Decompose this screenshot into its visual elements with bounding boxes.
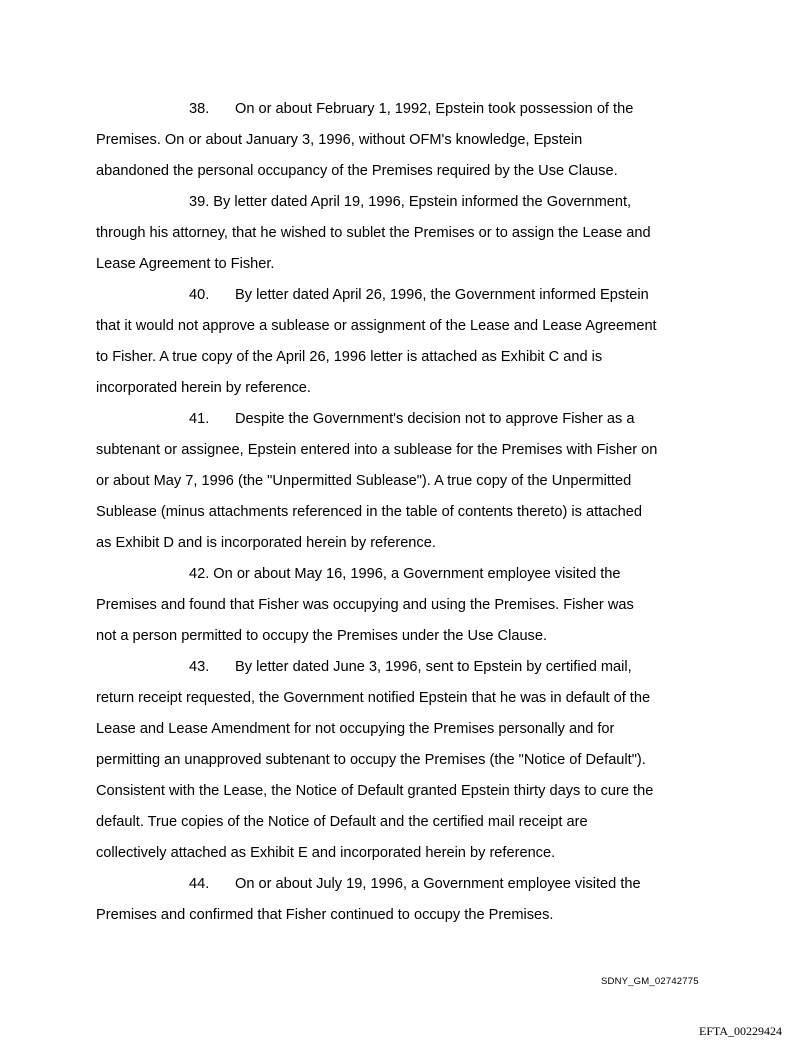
document-body	[96, 94, 696, 931]
paragraph-line: Consistent with the Lease, the Notice of Default granted Epstein thirty days to cure the	[96, 783, 654, 799]
paragraph-first-line: 40. By letter dated April 26, 1996, the Government informed Epstein	[96, 280, 696, 311]
paragraph-38	[96, 94, 696, 187]
paragraph-line: Lease and Lease Amendment for not occupying the Premises personally and for	[96, 721, 615, 737]
paragraph-line: Premises and found that Fisher was occupying and using the Premises. Fisher was	[96, 597, 634, 613]
paragraph-first-line: 43. By letter dated June 3, 1996, sent to Epstein by certified mail,	[96, 652, 696, 683]
paragraph-first-line: 38. On or about February 1, 1992, Epstein took possession of the	[96, 94, 696, 125]
paragraph-first-line: 41. Despite the Government's decision not to approve Fisher as a	[96, 404, 696, 435]
paragraph-first-line: 42. On or about May 16, 1996, a Government employee visited the	[96, 559, 696, 590]
paragraph-line: or about May 7, 1996 (the "Unpermitted Sublease"). A true copy of the Unpermitted	[96, 473, 632, 489]
paragraph-line: through his attorney, that he wished to sublet the Premises or to assign the Lease and	[96, 225, 651, 241]
paragraph-43	[96, 652, 696, 869]
paragraph-line: Premises. On or about January 3, 1996, without OFM's knowledge, Epstein	[96, 132, 583, 148]
paragraph-number: 43.	[189, 659, 210, 675]
paragraph-number: 44.	[189, 876, 210, 892]
paragraph-number: 41.	[189, 411, 210, 427]
paragraph-line: to Fisher. A true copy of the April 26, 1996 letter is attached as Exhibit C and is	[96, 349, 603, 365]
paragraph-first-line: 44. On or about July 19, 1996, a Government employee visited the	[96, 869, 696, 900]
paragraph-number: 42.	[189, 566, 210, 582]
paragraph-line: Lease Agreement to Fisher.	[96, 256, 275, 272]
paragraph-first-line: 39. By letter dated April 19, 1996, Epstein informed the Government,	[96, 187, 696, 218]
paragraph-line: that it would not approve a sublease or assignment of the Lease and Lease Agreement	[96, 318, 657, 334]
paragraph-line: default. True copies of the Notice of Default and the certified mail receipt are	[96, 814, 588, 830]
paragraph-line: not a person permitted to occupy the Premises under the Use Clause.	[96, 628, 548, 644]
paragraph-42	[96, 559, 696, 652]
paragraph-line: abandoned the personal occupancy of the Premises required by the Use Clause.	[96, 163, 618, 179]
paragraph-39	[96, 187, 696, 280]
paragraph-line: return receipt requested, the Government notified Epstein that he was in default of the	[96, 690, 651, 706]
paragraph-44	[96, 869, 696, 931]
paragraph-line: subtenant or assignee, Epstein entered into a sublease for the Premises with Fisher on	[96, 442, 658, 458]
paragraph-line: Premises and confirmed that Fisher continued to occupy the Premises.	[96, 907, 554, 923]
paragraph-40	[96, 280, 696, 404]
paragraph-line: Sublease (minus attachments referenced in the table of contents thereto) is attached	[96, 504, 642, 520]
paragraph-line: collectively attached as Exhibit E and incorporated herein by reference.	[96, 845, 556, 861]
paragraph-line: as Exhibit D and is incorporated herein by reference.	[96, 535, 436, 551]
paragraph-number: 39.	[189, 194, 210, 210]
paragraph-41	[96, 404, 696, 559]
paragraph-line: permitting an unapproved subtenant to occupy the Premises (the "Notice of Default").	[96, 752, 646, 768]
efta-number: EFTA_00229424	[699, 1024, 783, 1038]
bates-number: SDNY_GM_02742775	[601, 976, 699, 987]
paragraph-number: 40.	[189, 287, 210, 303]
paragraph-line: incorporated herein by reference.	[96, 380, 311, 396]
paragraph-number: 38.	[189, 101, 210, 117]
